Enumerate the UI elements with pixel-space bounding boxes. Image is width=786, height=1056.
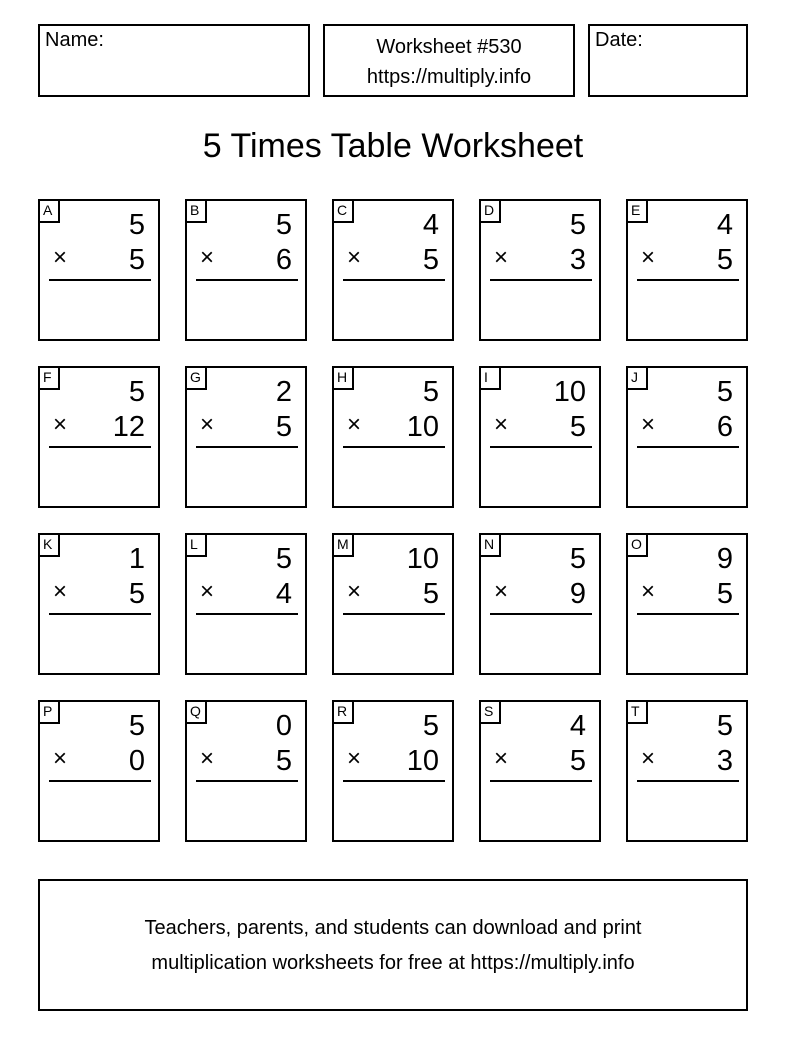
multiplier: 5 (128, 578, 145, 610)
multiplier: 12 (112, 411, 145, 443)
answer-line (196, 613, 298, 615)
times-sign: × (53, 578, 68, 605)
problem-card (332, 700, 454, 842)
problem-letter: A (40, 201, 60, 223)
footer-text-line-1: Teachers, parents, and students can download and print (144, 917, 642, 939)
problem-card (626, 533, 748, 675)
name-label: Name: (45, 29, 104, 51)
answer-line (343, 279, 445, 281)
times-sign: × (494, 411, 509, 438)
multiplicand: 4 (716, 209, 733, 241)
problem-letter: H (334, 368, 354, 390)
worksheet-url: https://multiply.info (366, 66, 532, 88)
problem-letter: F (40, 368, 60, 390)
multiplicand: 5 (716, 376, 733, 408)
problem-letter: G (187, 368, 207, 390)
multiplier: 5 (569, 745, 586, 777)
answer-line (343, 446, 445, 448)
answer-line (343, 780, 445, 782)
date-label: Date: (595, 29, 643, 51)
problem-card (479, 533, 601, 675)
problem-letter: T (628, 702, 648, 724)
multiplier: 3 (569, 244, 586, 276)
times-sign: × (641, 411, 656, 438)
multiplicand: 10 (553, 376, 586, 408)
multiplicand: 5 (422, 710, 439, 742)
multiplier: 5 (422, 578, 439, 610)
times-sign: × (641, 745, 656, 772)
multiplicand: 2 (275, 376, 292, 408)
multiplier: 10 (406, 411, 439, 443)
problem-card (38, 700, 160, 842)
answer-line (49, 613, 151, 615)
problem-card (38, 533, 160, 675)
times-sign: × (347, 745, 362, 772)
problem-grid (38, 199, 748, 842)
multiplicand: 5 (275, 209, 292, 241)
multiplier: 5 (275, 745, 292, 777)
multiplicand: 5 (422, 376, 439, 408)
answer-line (637, 613, 739, 615)
answer-line (49, 780, 151, 782)
multiplier: 5 (716, 244, 733, 276)
multiplicand: 5 (128, 710, 145, 742)
name-field-box (38, 24, 310, 97)
problem-letter: S (481, 702, 501, 724)
multiplier: 5 (128, 244, 145, 276)
times-sign: × (53, 244, 68, 271)
answer-line (490, 279, 592, 281)
problem-card (479, 366, 601, 508)
date-field-box (588, 24, 748, 97)
multiplier: 4 (275, 578, 292, 610)
footer-box (38, 879, 748, 1011)
times-sign: × (494, 244, 509, 271)
problem-card (332, 366, 454, 508)
problem-card (479, 199, 601, 341)
multiplier: 6 (716, 411, 733, 443)
problem-letter: E (628, 201, 648, 223)
times-sign: × (53, 745, 68, 772)
footer-text-line-2: multiplication worksheets for free at https://multiply.info (151, 952, 635, 974)
multiplicand: 1 (128, 543, 145, 575)
problem-card (185, 199, 307, 341)
problem-card (332, 533, 454, 675)
multiplicand: 5 (569, 209, 586, 241)
times-sign: × (200, 745, 215, 772)
problem-letter: B (187, 201, 207, 223)
times-sign: × (494, 578, 509, 605)
problem-letter: N (481, 535, 501, 557)
answer-line (490, 780, 592, 782)
multiplicand: 0 (275, 710, 292, 742)
multiplier: 3 (716, 745, 733, 777)
answer-line (490, 613, 592, 615)
multiplicand: 4 (569, 710, 586, 742)
page-title: 5 Times Table Worksheet (202, 127, 584, 165)
times-sign: × (200, 244, 215, 271)
multiplicand: 5 (128, 376, 145, 408)
problem-letter: Q (187, 702, 207, 724)
multiplier: 9 (569, 578, 586, 610)
answer-line (49, 279, 151, 281)
answer-line (637, 780, 739, 782)
multiplicand: 5 (569, 543, 586, 575)
multiplicand: 5 (128, 209, 145, 241)
times-sign: × (347, 578, 362, 605)
multiplicand: 5 (275, 543, 292, 575)
times-sign: × (200, 411, 215, 438)
multiplier: 5 (716, 578, 733, 610)
answer-line (637, 446, 739, 448)
multiplier: 5 (422, 244, 439, 276)
problem-card (332, 199, 454, 341)
times-sign: × (641, 244, 656, 271)
answer-line (637, 279, 739, 281)
problem-letter: I (481, 368, 501, 390)
problem-card (626, 366, 748, 508)
problem-card (185, 366, 307, 508)
multiplicand: 5 (716, 710, 733, 742)
times-sign: × (53, 411, 68, 438)
problem-card (479, 700, 601, 842)
worksheet-info-box (323, 24, 575, 97)
problem-letter: O (628, 535, 648, 557)
multiplicand: 4 (422, 209, 439, 241)
problem-card (626, 199, 748, 341)
problem-letter: M (334, 535, 354, 557)
answer-line (196, 446, 298, 448)
answer-line (343, 613, 445, 615)
times-sign: × (494, 745, 509, 772)
multiplier: 5 (569, 411, 586, 443)
multiplicand: 9 (716, 543, 733, 575)
multiplier: 0 (128, 745, 145, 777)
answer-line (49, 446, 151, 448)
multiplier: 10 (406, 745, 439, 777)
worksheet-number: Worksheet #530 (376, 36, 522, 58)
problem-card (38, 366, 160, 508)
times-sign: × (347, 244, 362, 271)
answer-line (196, 780, 298, 782)
problem-card (626, 700, 748, 842)
times-sign: × (347, 411, 362, 438)
problem-letter: J (628, 368, 648, 390)
answer-line (196, 279, 298, 281)
problem-letter: D (481, 201, 501, 223)
problem-card (185, 700, 307, 842)
problem-letter: L (187, 535, 207, 557)
answer-line (490, 446, 592, 448)
problem-card (38, 199, 160, 341)
multiplier: 6 (275, 244, 292, 276)
times-sign: × (200, 578, 215, 605)
multiplicand: 10 (406, 543, 439, 575)
multiplier: 5 (275, 411, 292, 443)
problem-card (185, 533, 307, 675)
problem-letter: P (40, 702, 60, 724)
problem-letter: C (334, 201, 354, 223)
problem-letter: R (334, 702, 354, 724)
times-sign: × (641, 578, 656, 605)
problem-letter: K (40, 535, 60, 557)
